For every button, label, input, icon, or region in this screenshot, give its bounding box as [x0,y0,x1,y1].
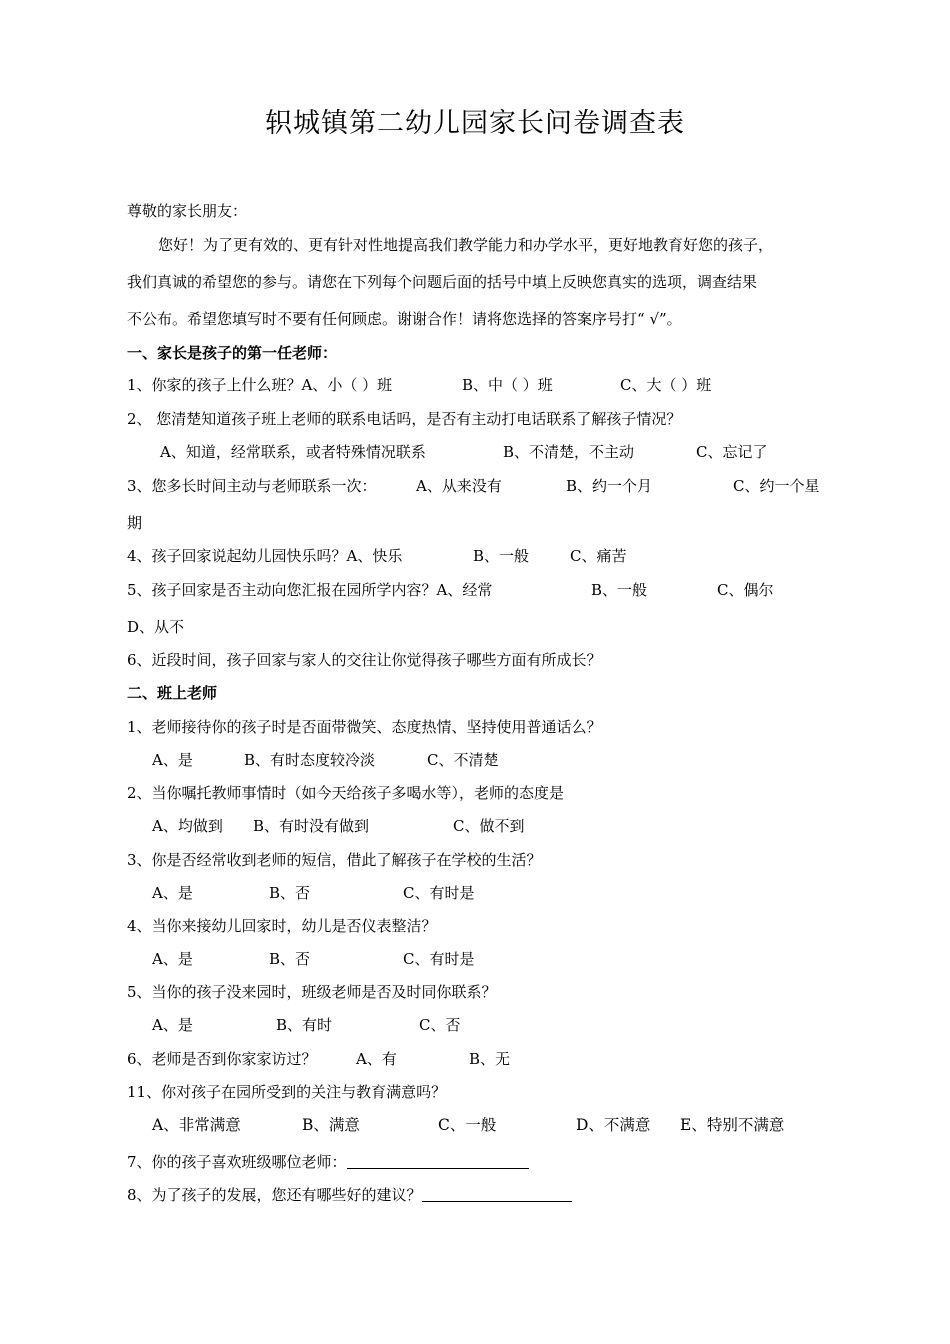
s1-q5-text: 5、孩子回家是否主动向您汇报在园所学内容？A、经常 [127,581,493,599]
s1-q1-option-b: B、中（ ）班 [462,376,553,394]
s1-q5-option-d: D、从不 [127,618,185,636]
s2-q7-text: 7、你的孩子喜欢班级哪位老师： [127,1153,347,1171]
s2-q3-text: 3、你是否经常收到老师的短信，借此了解孩子在学校的生活？ [127,851,542,869]
s2-q1-text: 1、老师接待你的孩子时是否面带微笑、态度热情、坚持使用普通话么？ [127,718,602,736]
s2-q4-text: 4、当你来接幼儿回家时，幼儿是否仪表整洁？ [127,917,437,935]
s1-q4-option-b: B、一般 [473,547,530,565]
s2-q11-text: 11、你对孩子在园所受到的关注与教育满意吗？ [127,1083,447,1101]
s1-q1-text: 1、你家的孩子上什么班？A、小（ ）班 [127,376,393,394]
s1-q3-option-c: C、约一个星 [733,477,820,495]
s2-q5-option-a: A、是 [152,1016,193,1034]
s2-q5-option-c: C、否 [419,1016,461,1034]
s2-q4-option-a: A、是 [152,950,193,968]
s2-q3-option-a: A、是 [152,884,193,902]
s1-q5-option-c: C、偶尔 [717,581,774,599]
s2-q8-row [127,1184,572,1206]
s2-q7-answer-blank[interactable] [347,1152,529,1169]
s1-q4-text: 4、孩子回家说起幼儿园快乐吗？A、快乐 [127,547,403,565]
s1-q6-text: 6、近段时间，孩子回家与家人的交往让你觉得孩子哪些方面有所成长？ [127,651,602,669]
greeting: 尊敬的家长朋友： [127,202,248,220]
s2-q2-text: 2、当你嘱托教师事情时（如今天给孩子多喝水等），老师的态度是 [127,784,565,802]
s1-q2-option-c: C、忘记了 [696,443,768,461]
s2-q11-option-c: C、一般 [438,1116,497,1134]
s2-q2-option-a: A、均做到 [152,817,223,835]
s1-q2-option-a: A、知道，经常联系，或者特殊情况联系 [160,443,426,461]
s2-q3-option-b: B、否 [269,884,311,902]
s1-q2-option-b: B、不清楚，不主动 [503,443,635,461]
intro-line-2: 我们真诚的希望您的参与。请您在下列每个问题后面的括号中填上反映您真实的选项，调查结果 [127,273,758,291]
s1-q1-option-c: C、大（ ）班 [620,376,712,394]
s2-q5-text: 5、当你的孩子没来园时，班级老师是否及时同你联系？ [127,983,497,1001]
s2-q1-option-a: A、是 [152,751,193,769]
s2-q8-answer-blank[interactable] [422,1185,572,1202]
section-1-heading: 一、家长是孩子的第一任老师： [127,344,338,362]
s2-q3-option-c: C、有时是 [403,884,475,902]
s2-q2-option-b: B、有时没有做到 [253,817,370,835]
intro-line-1: 您好！为了更有效的、更有针对性地提高我们教学能力和办学水平，更好地教育好您的孩子， [158,236,774,254]
s2-q2-option-c: C、做不到 [453,817,525,835]
s2-q1-option-b: B、有时态度较冷淡 [244,751,376,769]
s2-q11-option-d: D、不满意 [576,1116,651,1134]
s1-q3-option-a: A、从来没有 [416,477,502,495]
s2-q6-text: 6、老师是否到你家家访过？ [127,1050,317,1068]
s2-q6-option-a: A、有 [356,1050,397,1068]
s2-q11-option-e: E、特别不满意 [680,1116,785,1134]
s1-q3-text: 3、您多长时间主动与老师联系一次： [127,477,377,495]
s1-q3-continuation: 期 [127,514,143,532]
s1-q5-option-b: B、一般 [591,581,648,599]
s2-q4-option-c: C、有时是 [403,950,475,968]
s2-q1-option-c: C、不清楚 [427,751,499,769]
page-title: 轵城镇第二幼儿园家长问卷调查表 [265,108,685,139]
s2-q8-text: 8、为了孩子的发展，您还有哪些好的建议？ [127,1186,422,1204]
s2-q6-option-b: B、无 [469,1050,511,1068]
s2-q11-option-b: B、满意 [302,1116,360,1134]
section-2-heading: 二、班上老师 [127,684,218,702]
s1-q2-text: 2、 您清楚知道孩子班上老师的联系电话吗，是否有主动打电话联系了解孩子情况？ [127,410,682,428]
s2-q5-option-b: B、有时 [276,1016,333,1034]
s2-q11-option-a: A、非常满意 [152,1116,241,1134]
s2-q4-option-b: B、否 [269,950,311,968]
s2-q7-row [127,1151,529,1173]
s1-q3-option-b: B、约一个月 [566,477,653,495]
intro-line-3: 不公布。希望您填写时不要有任何顾虑。谢谢合作！请将您选择的答案序号打“ √”。 [127,310,682,328]
s1-q4-option-c: C、痛苦 [570,547,627,565]
